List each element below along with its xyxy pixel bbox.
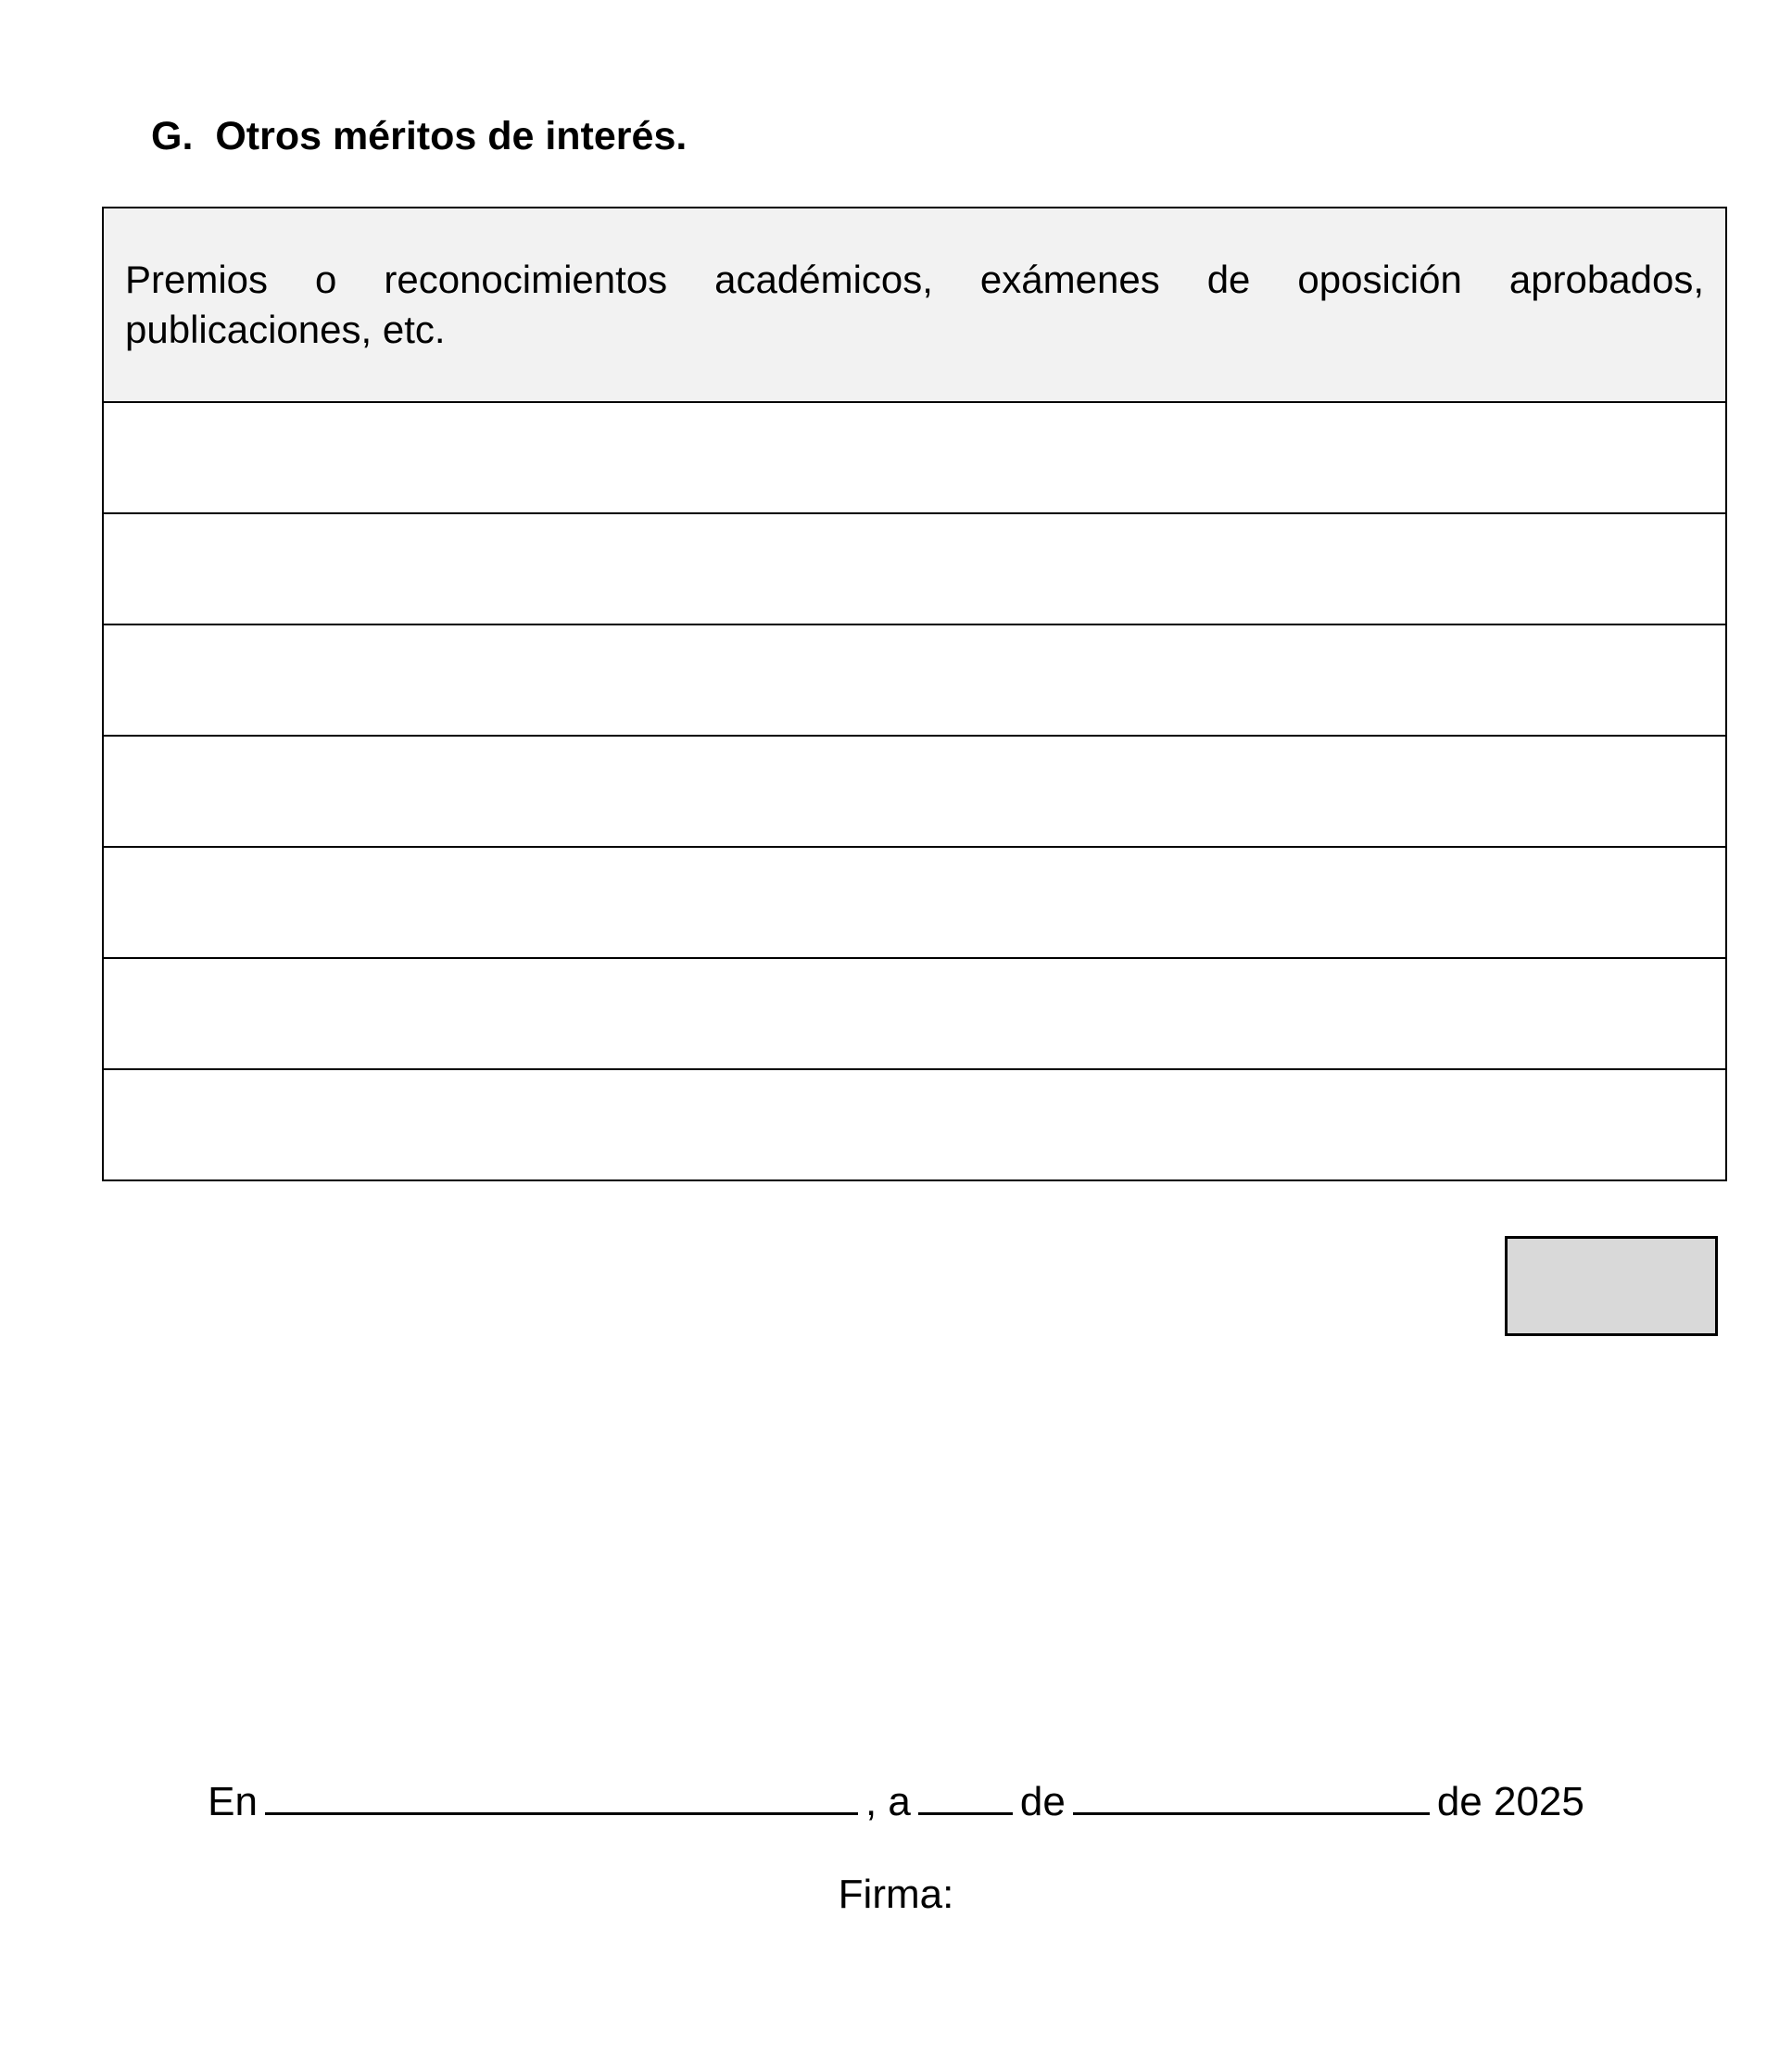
table-row[interactable] <box>103 402 1726 513</box>
signature-label: Firma: <box>838 1872 954 1917</box>
merits-table <box>102 207 1727 1181</box>
table-row[interactable] <box>103 1069 1726 1180</box>
date-after-day: de <box>1019 1779 1066 1824</box>
date-year: de 2025 <box>1436 1779 1584 1824</box>
month-blank-field[interactable] <box>1073 1772 1430 1815</box>
section-title: Otros méritos de interés. <box>215 114 688 158</box>
score-box[interactable] <box>1505 1236 1718 1336</box>
place-blank-field[interactable] <box>265 1772 858 1815</box>
entry-cell-1[interactable] <box>103 402 1726 513</box>
date-after-place: , a <box>864 1779 911 1824</box>
entry-cell-4[interactable] <box>103 736 1726 847</box>
table-row[interactable] <box>103 624 1726 736</box>
table-header-row <box>103 208 1726 402</box>
table-row[interactable] <box>103 958 1726 1069</box>
entry-cell-3[interactable] <box>103 624 1726 736</box>
date-place-line <box>0 1772 1792 1830</box>
entry-cell-7[interactable] <box>103 1069 1726 1180</box>
table-header-cell: Premios o reconocimientos académicos, exámenes de oposición aprobados, publicaciones, etc. <box>103 208 1726 402</box>
date-prefix: En <box>208 1779 258 1824</box>
table-row[interactable] <box>103 513 1726 624</box>
table-row[interactable] <box>103 847 1726 958</box>
day-blank-field[interactable] <box>918 1772 1013 1815</box>
entry-cell-6[interactable] <box>103 958 1726 1069</box>
table-row[interactable] <box>103 736 1726 847</box>
section-letter: G. <box>151 114 194 158</box>
entry-cell-2[interactable] <box>103 513 1726 624</box>
entry-cell-5[interactable] <box>103 847 1726 958</box>
section-heading <box>151 112 687 160</box>
